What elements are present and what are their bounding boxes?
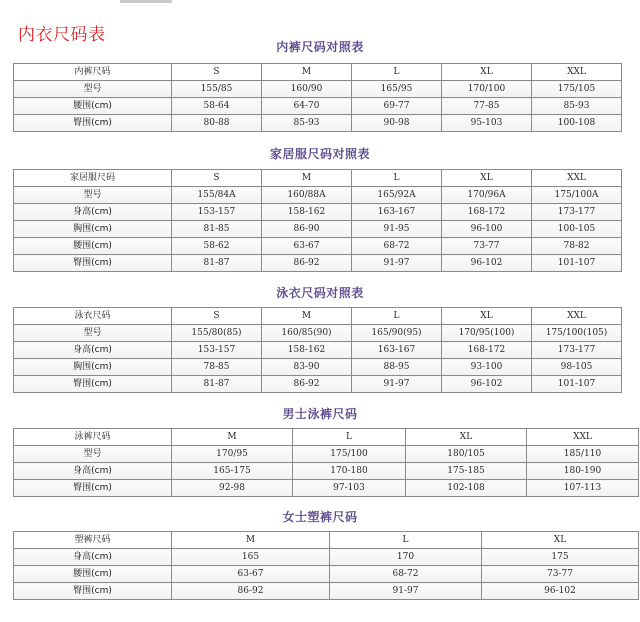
table-row [14,221,622,238]
size-value-cell: 73-77 [482,566,639,583]
size-table [13,428,639,497]
table-row [14,583,639,600]
size-value-cell: 170 [330,549,482,566]
size-value-cell: 170/95(100) [442,325,532,342]
size-header-cell: L [352,170,442,187]
size-value-cell: 173-177 [532,342,622,359]
size-header-cell: M [262,308,352,325]
table-row [14,480,639,497]
size-value-cell: 160/85(90) [262,325,352,342]
size-value-cell: 78-85 [172,359,262,376]
row-label: 身高(cm) [14,463,172,480]
table-row [14,238,622,255]
size-header-cell: XL [442,64,532,81]
size-value-cell: 96-102 [482,583,639,600]
size-header-cell: S [172,308,262,325]
table-row [14,463,639,480]
size-value-cell: 77-85 [442,98,532,115]
size-value-cell: 63-67 [262,238,352,255]
size-value-cell: 160/88A [262,187,352,204]
size-value-cell: 81-85 [172,221,262,238]
size-header-cell: L [352,64,442,81]
size-header-cell: M [262,170,352,187]
size-value-cell: 158-162 [262,204,352,221]
table-row [14,446,639,463]
size-header-cell: L [330,532,482,549]
size-value-cell: 165/90(95) [352,325,442,342]
size-value-cell: 165/95 [352,81,442,98]
section-title: 男士泳裤尺码 [282,407,358,421]
size-value-cell: 175/105 [532,81,622,98]
table-row [14,342,622,359]
column-header-label: 塑裤尺码 [14,532,172,549]
size-value-cell: 73-77 [442,238,532,255]
size-value-cell: 175/100 [293,446,406,463]
table-row [14,81,622,98]
row-label: 型号 [14,325,172,342]
row-label: 臀围(cm) [14,376,172,393]
size-value-cell: 155/80(85) [172,325,262,342]
table-row [14,255,622,272]
table-row [14,359,622,376]
table-row [14,549,639,566]
row-label: 腰围(cm) [14,238,172,255]
section-title: 女士塑裤尺码 [282,510,358,524]
row-label: 臀围(cm) [14,583,172,600]
size-value-cell: 88-95 [352,359,442,376]
size-value-cell: 101-107 [532,255,622,272]
size-value-cell: 85-93 [532,98,622,115]
page-title: 内衣尺码表 [18,25,106,45]
table-row [14,566,639,583]
row-label: 型号 [14,446,172,463]
size-value-cell: 185/110 [527,446,639,463]
size-value-cell: 155/85 [172,81,262,98]
column-header-label: 内裤尺码 [14,64,172,81]
size-value-cell: 96-102 [442,376,532,393]
row-label: 身高(cm) [14,549,172,566]
size-value-cell: 86-90 [262,221,352,238]
size-value-cell: 168-172 [442,342,532,359]
size-value-cell: 85-93 [262,115,352,132]
size-value-cell: 165/92A [352,187,442,204]
size-value-cell: 168-172 [442,204,532,221]
table-row [14,98,622,115]
size-value-cell: 153-157 [172,204,262,221]
size-value-cell: 91-97 [352,255,442,272]
size-value-cell: 83-90 [262,359,352,376]
section-title: 内裤尺码对照表 [276,40,364,54]
row-label: 胸围(cm) [14,359,172,376]
size-value-cell: 170-180 [293,463,406,480]
row-label: 腰围(cm) [14,98,172,115]
size-header-cell: XL [406,429,527,446]
size-value-cell: 165-175 [172,463,293,480]
size-value-cell: 100-105 [532,221,622,238]
size-header-cell: XL [482,532,639,549]
size-value-cell: 93-100 [442,359,532,376]
row-label: 型号 [14,81,172,98]
size-value-cell: 86-92 [262,376,352,393]
section-title: 泳衣尺码对照表 [276,286,364,300]
size-value-cell: 91-97 [330,583,482,600]
size-value-cell: 92-98 [172,480,293,497]
size-value-cell: 180-190 [527,463,639,480]
size-value-cell: 163-167 [352,204,442,221]
size-value-cell: 160/90 [262,81,352,98]
size-value-cell: 96-102 [442,255,532,272]
size-header-cell: S [172,170,262,187]
size-value-cell: 68-72 [330,566,482,583]
size-header-cell: XL [442,170,532,187]
table-header-row [14,532,639,549]
table-row [14,115,622,132]
size-value-cell: 107-113 [527,480,639,497]
size-value-cell: 102-108 [406,480,527,497]
size-value-cell: 58-62 [172,238,262,255]
size-value-cell: 91-95 [352,221,442,238]
size-value-cell: 81-87 [172,255,262,272]
size-table [13,63,622,132]
table-header-row [14,64,622,81]
size-value-cell: 101-107 [532,376,622,393]
table-header-row [14,308,622,325]
size-header-cell: M [172,429,293,446]
size-header-cell: S [172,64,262,81]
size-value-cell: 86-92 [172,583,330,600]
size-table [13,169,622,272]
column-header-label: 泳衣尺码 [14,308,172,325]
size-header-cell: M [262,64,352,81]
size-value-cell: 175-185 [406,463,527,480]
top-edge-mark [120,0,172,3]
size-value-cell: 163-167 [352,342,442,359]
size-value-cell: 155/84A [172,187,262,204]
size-value-cell: 81-87 [172,376,262,393]
size-value-cell: 97-103 [293,480,406,497]
size-header-cell: M [172,532,330,549]
size-value-cell: 98-105 [532,359,622,376]
column-header-label: 家居服尺码 [14,170,172,187]
size-header-cell: L [352,308,442,325]
table-header-row [14,170,622,187]
size-value-cell: 64-70 [262,98,352,115]
size-value-cell: 175/100(105) [532,325,622,342]
size-table [13,531,639,600]
size-value-cell: 90-98 [352,115,442,132]
size-value-cell: 100-108 [532,115,622,132]
row-label: 臀围(cm) [14,115,172,132]
size-value-cell: 175 [482,549,639,566]
size-table [13,307,622,393]
table-header-row [14,429,639,446]
row-label: 身高(cm) [14,342,172,359]
row-label: 臀围(cm) [14,480,172,497]
size-value-cell: 80-88 [172,115,262,132]
table-row [14,325,622,342]
column-header-label: 泳裤尺码 [14,429,172,446]
size-value-cell: 78-82 [532,238,622,255]
row-label: 臀围(cm) [14,255,172,272]
row-label: 胸围(cm) [14,221,172,238]
size-value-cell: 63-67 [172,566,330,583]
size-value-cell: 91-97 [352,376,442,393]
row-label: 型号 [14,187,172,204]
size-value-cell: 153-157 [172,342,262,359]
size-value-cell: 173-177 [532,204,622,221]
size-value-cell: 158-162 [262,342,352,359]
size-header-cell: XXL [532,64,622,81]
size-value-cell: 170/96A [442,187,532,204]
size-value-cell: 86-92 [262,255,352,272]
size-value-cell: 170/100 [442,81,532,98]
size-value-cell: 175/100A [532,187,622,204]
row-label: 腰围(cm) [14,566,172,583]
size-value-cell: 165 [172,549,330,566]
size-header-cell: XXL [532,170,622,187]
size-value-cell: 58-64 [172,98,262,115]
size-value-cell: 96-100 [442,221,532,238]
table-row [14,204,622,221]
size-value-cell: 69-77 [352,98,442,115]
size-header-cell: XXL [527,429,639,446]
size-header-cell: XXL [532,308,622,325]
size-header-cell: XL [442,308,532,325]
size-value-cell: 95-103 [442,115,532,132]
size-value-cell: 68-72 [352,238,442,255]
section-title: 家居服尺码对照表 [269,147,370,161]
size-value-cell: 170/95 [172,446,293,463]
size-header-cell: L [293,429,406,446]
table-row [14,187,622,204]
row-label: 身高(cm) [14,204,172,221]
size-value-cell: 180/105 [406,446,527,463]
table-row [14,376,622,393]
